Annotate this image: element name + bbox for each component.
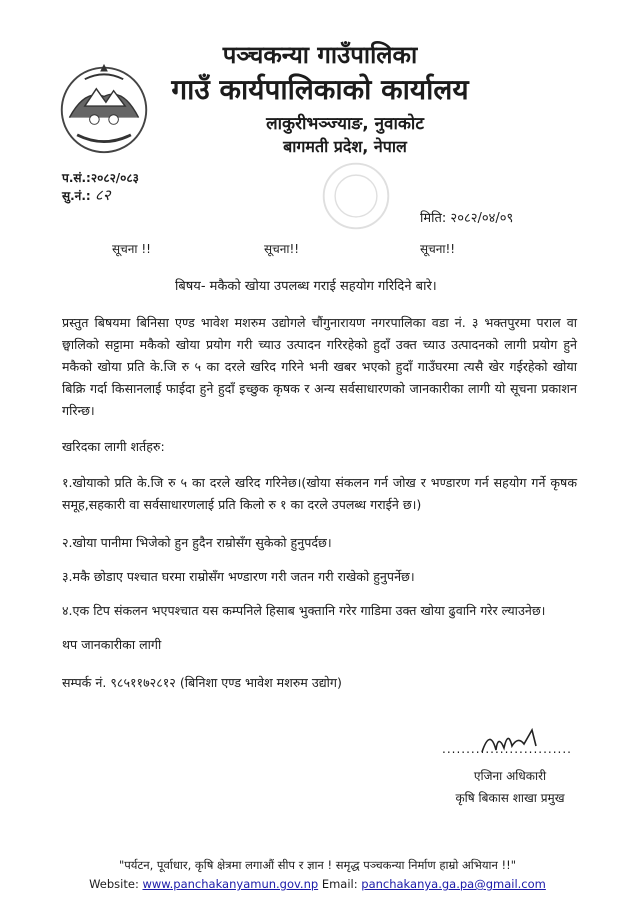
reference-block [62,170,139,205]
body-paragraph: प्रस्तुत बिषयमा बिनिसा एण्ड भावेश मशरुम उद्योगले चौंगुनारायण नगरपालिका वडा नं. ३ भक्तपुरमा पराल वा छ्वालिको सट्टामा मकैको खोया प्रयोग गरी च्याउ उत्पादन गरिरहेको हुदाँ उक्त च्याउ उत्पादनको लागी प्रयोग हुने मकैको खोया प्रति के.जि रु ५ का दरले खरिद गरिने भनी खबर भएको हुदाँ गाउँघरमा त्यसै खेर गईरहेको खोया बिक्रि गर्दा किसानलाई फाईदा हुने हुदाँ इच्छुक कृषक र अन्य सर्वसाधारणको जानकारीका लागी यो सूचना प्रकाशन गरिन्छ। [62,315,577,418]
municipality-name: पञ्चकन्या गाउँपालिका [222,41,418,69]
letterhead [150,40,490,158]
signatory-name: एजिना अधिकारी [473,769,547,783]
dispatch-number-line [62,187,139,205]
fiscal-year-reference: प.सं.:२०८२/०८३ [62,171,139,185]
more-info-line: थप जानकारीका लागी [62,637,162,652]
contact-line: सम्पर्क नं. ९८५११७२८१२ (बिनिशा एण्ड भावेश मशरुम उद्योग) [62,675,342,690]
email-link[interactable]: panchakanya.ga.pa@gmail.com [361,877,546,891]
footer [0,856,635,894]
footer-contact-line [0,875,635,894]
footer-slogan: "पर्यटन, पूर्वाधार, कृषि क्षेत्रमा लगाऔं सीप र ज्ञान ! समृद्ध पञ्चकन्या निर्माण हाम्रो अभियान !!" [118,858,517,872]
signature-line: ........................... [442,742,572,756]
nepal-emblem-icon [56,60,152,156]
signatory-title: कृषि बिकास शाखा प्रमुख [455,791,565,805]
notice-label-1: सूचना !! [112,242,151,256]
dispatch-number: ८२ [94,186,111,204]
notice-label-3: सूचना!! [420,242,456,256]
conditions-heading: खरिदका लागी शर्तहरु: [62,439,165,454]
condition-item-4: ४.एक टिप संकलन भएपश्चात यस कम्पनिले हिसाब भुक्तानि गरेर गाडिमा उक्त खोया ढुवानि गरेर ल्याउनेछ। [62,603,546,618]
letter-date: मिति: २०८२/०४/०९ [420,211,514,226]
condition-item-1: १.खोयाको प्रति के.जि रु ५ का दरले खरिद गरिनेछ।(खोया संकलन गर्न जोख र भण्डारण गर्न सहयोग गर्ने कृषक समूह,सहकारी वा सर्वसाधारणलाई प्रति किलो रु १ का दरले उपलब्ध गराईने छ।) [62,475,577,512]
condition-item-2: २.खोया पानीमा भिजेको हुन हुदैन राम्रोसँग सुकेको हुनुपर्दछ। [62,535,332,550]
notice-label-2: सूचना!! [264,242,300,256]
signatory-block [440,765,580,809]
condition-item-3: ३.मकै छोडाए पश्चात घरमा राम्रोसँग भण्डारण गरी जतन गरी राखेको हुनुपर्नेछ। [62,569,415,584]
website-label: Website: [89,877,139,891]
office-address: लाकुरीभञ्ज्याङ, नुवाकोट [266,114,424,134]
faint-office-stamp [318,158,394,234]
dispatch-label: सु.नं.: [62,189,91,203]
email-label: Email: [321,877,358,891]
website-link[interactable]: www.panchakanyamun.gov.np [142,877,319,891]
office-name: गाउँ कार्यपालिकाको कार्यालय [171,73,469,106]
subject-line: बिषय- मकैको खोया उपलब्ध गराई सहयोग गरिदिने बारे। [175,279,437,294]
province-country: बागमती प्रदेश, नेपाल [283,137,407,156]
